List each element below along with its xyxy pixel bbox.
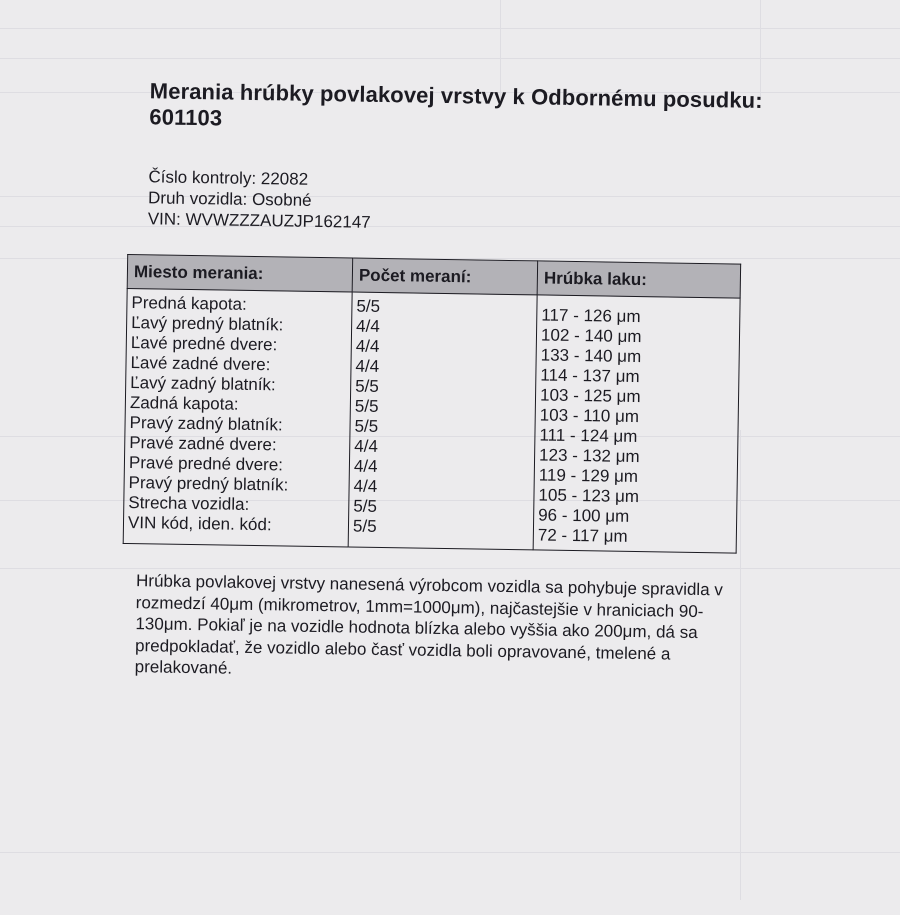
count-column [348,292,537,550]
inspection-number: Číslo kontroly: 22082 [148,167,309,189]
count-cell: 5/5 [355,376,379,396]
count-cell: 4/4 [355,316,380,336]
count-cell: 4/4 [353,476,378,496]
count-cell: 4/4 [355,336,380,356]
bleed-line [760,0,761,100]
count-cell: 5/5 [352,516,377,536]
thickness-cell: 119 - 129 μm [538,465,639,487]
bleed-line [0,58,900,59]
place-cell: Ľavý zadný blatník: [130,373,276,395]
thickness-cell: 111 - 124 μm [539,425,638,447]
bleed-line [0,852,900,853]
column-header-thickness: Hrúbka laku: [537,261,741,298]
thickness-cell: 133 - 140 μm [540,345,642,367]
thickness-cell: 72 - 117 μm [537,525,628,546]
measurement-table [123,254,741,554]
vin: VIN: WVWZZZAUZJP162147 [147,209,371,232]
count-cell: 5/5 [354,416,379,436]
bleed-line [0,28,900,29]
thickness-cell: 123 - 132 μm [538,445,640,467]
thickness-cell: 103 - 125 μm [539,385,641,407]
count-cell: 5/5 [356,296,381,316]
count-cell: 4/4 [353,456,378,476]
place-cell: VIN kód, iden. kód: [127,513,272,535]
place-cell: Pravý zadný blatník: [129,413,283,435]
place-cell: Strecha vozidla: [128,493,250,514]
place-cell: Ľavé zadné dvere: [130,353,271,375]
thickness-column [533,295,740,553]
place-cell: Pravý predný blatník: [128,473,289,495]
count-cell: 5/5 [353,496,378,516]
vehicle-type: Druh vozidla: Osobné [147,188,312,210]
table-body-row [123,288,740,553]
thickness-cell: 105 - 123 μm [538,485,640,507]
document-meta [148,166,769,239]
document-content [121,78,770,687]
count-cell: 4/4 [354,436,379,456]
explanatory-note: Hrúbka povlakovej vrstvy nanesená výrobcom vozidla sa pohybuje spravidla v rozmedzí 40μm (mikrometrov, 1mm=1000μm), najčastejšie v hraniciach 90-130μm. Pokiaľ je na vozidle hodnota blízka alebo vyššia ako 200μm, dá sa predpokladať, že vozidlo alebo časť vozidla boli opravované, tmelené a prelakované. [134,571,723,678]
column-header-place: Miesto merania: [127,254,353,292]
count-cell: 4/4 [355,356,380,376]
thickness-cell: 117 - 126 μm [541,305,641,327]
thickness-cell: 114 - 137 μm [540,365,640,387]
place-cell: Predná kapota: [131,293,247,314]
place-cell: Zadná kapota: [129,393,239,414]
place-cell: Ľavý predný blatník: [131,313,284,335]
thickness-cell: 96 - 100 μm [538,505,630,526]
thickness-cell: 103 - 110 μm [539,405,640,427]
place-cell: Pravé zadné dvere: [129,433,277,455]
thickness-cell: 102 - 140 μm [540,325,642,347]
count-cell: 5/5 [354,396,379,416]
document-title: Merania hrúbky povlakovej vrstvy k Odbornému posudku: 601103 [149,78,763,131]
column-header-count: Počet meraní: [352,258,538,295]
place-cell: Ľavé predné dvere: [130,333,278,355]
place-column [123,288,352,547]
place-cell: Pravé predné dvere: [128,453,284,475]
